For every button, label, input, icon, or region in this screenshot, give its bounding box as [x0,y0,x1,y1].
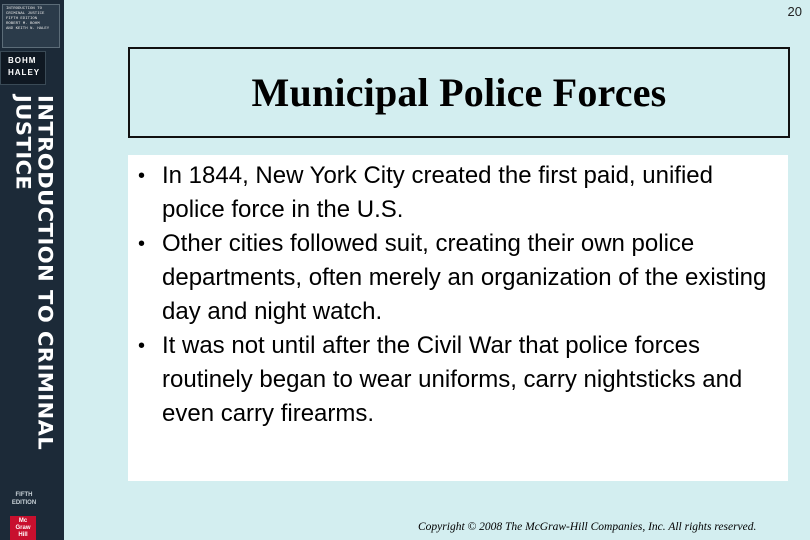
edition-line: FIFTH [15,492,33,498]
bullet-text: In 1844, New York City created the first paid, unified police force in the U.S. [162,162,713,223]
bullet-icon: • [138,233,146,255]
author-name: BOHM [8,56,37,65]
slide-content [128,155,788,481]
bullet-item [128,329,788,431]
publisher-logo: Mc Graw Hill [10,516,36,540]
page-number: 20 [787,4,802,19]
book-cover-thumbnail: INTRODUCTION TO CRIMINAL JUSTICE FIFTH EDITION ROBERT M. BOHM AND KEITH N. HALEY [2,4,60,48]
bullet-text: It was not until after the Civil War that police forces routinely began to wear uniforms, carry nightsticks and even carry firearms. [162,332,743,427]
authors-box [0,51,46,85]
bullet-list [128,155,788,431]
slide-title: Municipal Police Forces [251,70,667,115]
slide-title-box [128,47,790,138]
spine-title: INTRODUCTION TO CRIMINAL JUSTICE [11,95,57,451]
copyright-notice: Copyright © 2008 The McGraw-Hill Companies, Inc. All rights reserved. [418,521,757,533]
bullet-item [128,227,788,329]
book-spine [0,0,64,540]
edition-label [6,491,42,507]
author-name: HALEY [8,68,41,77]
edition-line: EDITION [11,500,37,506]
bullet-icon: • [138,335,146,357]
bullet-text: Other cities followed suit, creating their own police departments, often merely an organization of the existing day and night watch. [162,230,767,325]
bullet-item [128,159,788,227]
bullet-icon: • [138,165,146,187]
